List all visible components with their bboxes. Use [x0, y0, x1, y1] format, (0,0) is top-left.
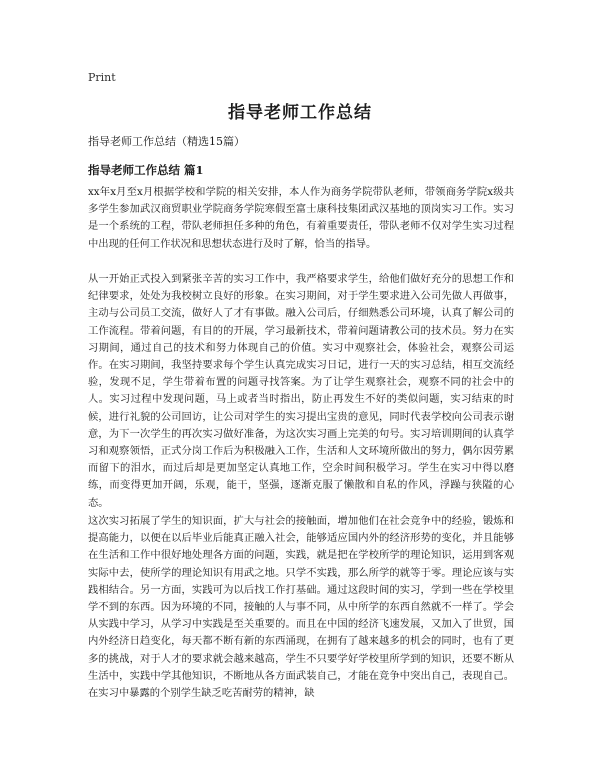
document-subtitle: 指导老师工作总结（精选15篇）: [88, 135, 245, 148]
document-title: 指导老师工作总结: [228, 103, 372, 123]
section-heading: 指导老师工作总结 篇1: [88, 163, 204, 177]
print-label[interactable]: Print: [88, 71, 116, 84]
paragraph-1: xx年x月至x月根据学校和学院的相关安排，本人作为商务学院带队老师，带领商务学院x级共多学生参加武汉商贸职业学院商务学院寒假至富士康科技集团武汉基地的顶岗实习工作。实习是一个系统的工程，带队老师担任多种的角色，有着重要责任，带队老师不仅对学生实习过程中出现的任何工作状况和思想状态进行及时了解，恰当的指导。: [88, 186, 514, 250]
paragraph-2: 从一开始正式投入到紧张辛苦的实习工作中，我严格要求学生，给他们做好充分的思想工作和纪律要求，处处为我校树立良好的形象。在实习期间，对于学生要求进入公司先做人再做事，主动与公司员工交流，做好人了才有事做。融入公司后，仔细熟悉公司环境，认真了解公司的工作流程。带着问题，有目的的开展，学习最新技术，带着问题请教公司的技术员。努力在实习期间，通过自己的技术和努力体现自己的价值。实习中观察社会，体验社会，观察公司运作。在实习期间，我坚持要求每个学生认真完成实习日记，进行一天的实习总结，相互交流经验，发现不足，学生带着布置的问题寻找答案。为了让学生观察社会，观察不同的社会中的人。实习过程中发现问题，马上或者当时指出，防止再发生不好的类似问题，实习结束的时候，进行礼貌的公司回访，让公司对学生的实习提出宝贵的意见，同时代表学校向公司表示谢意，为下一次学生的再次实习做好准备，为这次实习画上完美的句号。实习培训期间的认真学习和观察领悟，正式分岗工作后为积极融入工作，生活和人文环境所做出的努力，偶尔因劳累而留下的泪水，而过后却是更加坚定认真地工作，空余时间积极学习。学生在实习中得以磨练，而变得更加开阔，乐观，能干，坚强，逐渐克服了懒散和自私的作风，浮躁与狭隘的心态。: [88, 273, 514, 509]
paragraph-3: 这次实习拓展了学生的知识面，扩大与社会的接触面，增加他们在社会竞争中的经验，锻炼和提高能力，以便在以后毕业后能真正融入社会，能够适应国内外的经济形势的变化，并且能够在生活和工作中很好地处理各方面的问题，实践，就是把在学校所学的理论知识，运用到客观实际中去，使所学的理论知识有用武之地。只学不实践，那么所学的就等于零。理论应该与实践相结合。另一方面，实践可为以后找工作打基础。通过这段时间的实习，学到一些在学校里学不到的东西。因为环境的不同，接触的人与事不同，从中所学的东西自然就不一样了。学会从实践中学习，从学习中实践是至关重要的。而且在中国的经济飞速发展，又加入了世贸，国内外经济日趋变化，每天都不断有新的东西涌现，在拥有了越来越多的机会的同时，也有了更多的挑战，对于人才的要求就会越来越高，学生不只要学好学校里所学到的知识，还要不断从生活中，实践中学其他知识，不断地从各方面武装自己，才能在竞争中突出自己，表现自己。在实习中暴露的个别学生缺乏吃苦耐劳的精神，缺: [88, 515, 514, 700]
